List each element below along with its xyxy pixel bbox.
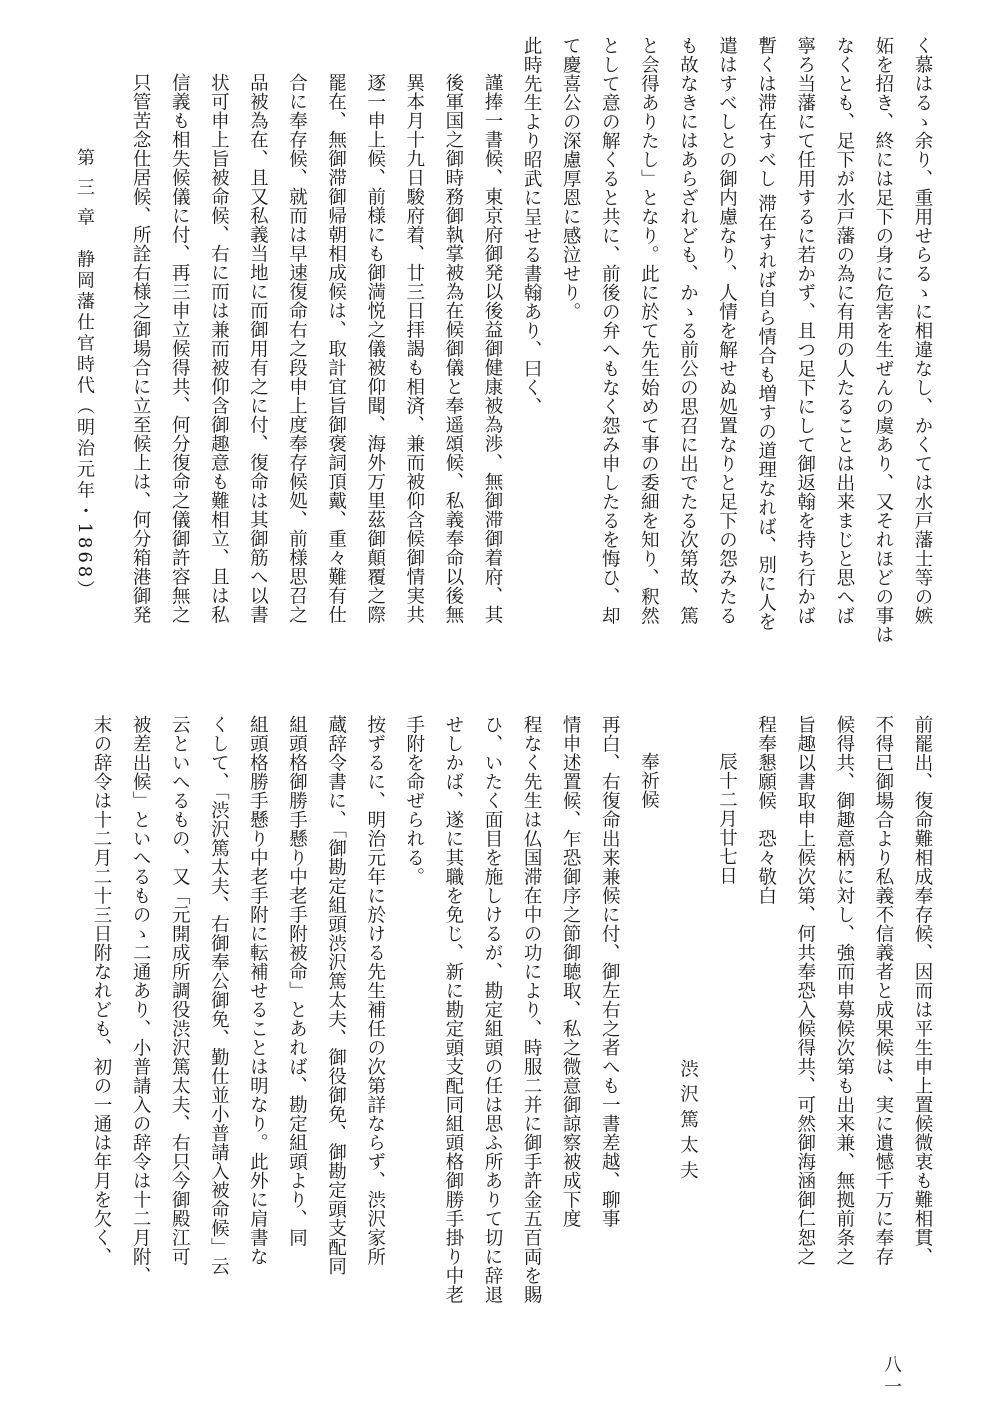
letter-date: 辰十二月廿七日 (716, 752, 738, 885)
letter-line: 信義も相失候儀に付、再三申立候得共、何分復命之儀御許容無之 (169, 73, 191, 624)
page-number: 八一 (881, 1355, 902, 1399)
lower-text-block (92, 715, 931, 1304)
postscript-line: 再白、右復命出来兼候に付、御左右之者へも一書差越、聊事 (599, 715, 621, 1228)
note-line: 蔵辞令書に、「御勘定組頭渋沢篤太夫、御役御免、御勘定頭支配同 (325, 715, 347, 1276)
note-line: 組頭格勝手懸り中老手附に転補せることは明なり。此外に肩書な (247, 715, 269, 1266)
running-head: 第 三 章 静岡藩仕官時代（明治元年・1868） (74, 148, 95, 602)
text-line: く慕はるゝ余り、重用せらるゝに相違なし、かくては水戸藩士等の嫉 (912, 36, 933, 625)
letter-line: 前罷出、復命難相成奉存候、因而は平生申上置候微衷も難相貫、 (912, 715, 933, 1266)
letter-line: 旨趣以書取申上候次第、何共奉恐入候得共、可然御海涵御仁恕之 (794, 715, 816, 1266)
letter-line: 後軍国之御時務御執掌被為在候御儀と奉遥頌候、私義奉命以後無 (442, 73, 464, 624)
text-line: 此時先生より昭武に呈せる書翰あり、曰く、 (521, 36, 543, 416)
letter-line: 異本月十九日駿府着、廿三日拝謁も相済、兼而被仰含候御情実共 (403, 73, 425, 624)
letter-line: 逐一申上候、前様にも御満悦之儀被仰聞、海外万里茲御顛覆之際 (364, 73, 386, 624)
text-line: て慶喜公の深慮厚恩に感泣せり。 (560, 36, 582, 321)
text-line: 妬を招き、終には足下の身に危害を生ぜんの虞あり、又それほどの事は (872, 36, 894, 644)
text-line: なくとも、足下が水戸藩の為に有用の人たることは出来まじと思へば (833, 36, 855, 625)
text-line: せしかば、遂に其職を免じ、新に勘定頭支配同組頭格御勝手掛り中老 (442, 715, 464, 1304)
text-line: 手附を命ぜられる。 (403, 715, 425, 886)
letter-line: 品被為在、且又私義当地に而御用有之に付、復命は其御筋へ以書 (247, 73, 269, 624)
letter-line: 状可申上旨被命候、右に而は兼而被仰含御趣意も難相立、且は私 (208, 73, 230, 624)
text-line: も故なきにはあらざれども、かゝる前公の思召に出でたる次第故、篤 (677, 36, 699, 625)
text-line: と会得ありたし」となり。此に於て先生始めて事の委細を知り、釈然 (638, 36, 660, 625)
text-line: として意の解くると共に、前後の弁へもなく怨み申したるを悔ひ、却 (599, 36, 621, 625)
note-line: 組頭格御勝手懸り中老手附被命」とあれば、勘定組頭より、同 (286, 715, 308, 1247)
letter-line: 程奉懇願候 恐々敬白 (755, 715, 777, 905)
postscript-line: 情申述置候、乍恐御序之節御聴取、私之微意御諒察被成下度 (560, 715, 582, 1228)
text-line: 寧ろ当藩にて任用するに若かず、且つ足下にして御返翰を持ち行かば (794, 36, 816, 625)
note-line: 云といへるもの、又「元開成所調役渋沢篤太夫、右只今御殿江可 (169, 715, 191, 1266)
letter-signature: 渋 沢 篤 太 夫 (677, 1059, 699, 1180)
note-line: 按ずるに、明治元年に於ける先生補任の次第詳ならず、渋沢家所 (364, 715, 386, 1266)
letter-line: 候得共、御趣意柄に対し、強而申募候次第も出来兼、無拠前条之 (833, 715, 855, 1266)
letter-line: 不得已御場合より私義不信義者と成果候は、実に遺憾千万に奉存 (872, 715, 894, 1266)
text-line: 暫くは滞在すべし 滞在すれば自ら情合も増すの道理なれば、別に人を (755, 36, 777, 632)
text-line: 程なく先生は仏国滞在中の功により、時服二并に御手許金五百両を賜 (521, 715, 543, 1304)
letter-line: 謹捧一書候、東京府御発以後益御健康被為渉、無御滞御着府、其 (481, 73, 503, 624)
letter-closing: 奉祈候 (638, 752, 660, 809)
letter-line: 只管苦念仕居候、所詮右様之御場合に立至候上は、何分箱港御発 (130, 73, 152, 624)
note-line: 被差出候」といへるものゝ二通あり、小普請入の辞令は十二月附、 (130, 715, 152, 1285)
letter-line: 罷在、無御滞御帰朝相成候は、取計宜旨御褒詞頂戴、重々難有仕 (325, 73, 347, 624)
upper-text-block (131, 36, 931, 644)
note-line: くして、「渋沢篤太夫、右御奉公御免、勤仕並小普請入被命候」云 (208, 715, 230, 1276)
text-line: ひ、いたく面目を施しけるが、勘定組頭の任は思ふ所ありて切に辞退 (481, 715, 503, 1304)
note-line: 末の辞令は十二月二十三日附なれども、初の一通は年月を欠く、 (91, 715, 113, 1266)
text-line: 遣はすべしとの御内慮なり、人情を解せぬ処置なりと足下の怨みたる (716, 36, 738, 625)
letter-line: 合に奉存候、就而は早速復命右之段申上度奉存候処、前様思召之 (286, 73, 308, 624)
